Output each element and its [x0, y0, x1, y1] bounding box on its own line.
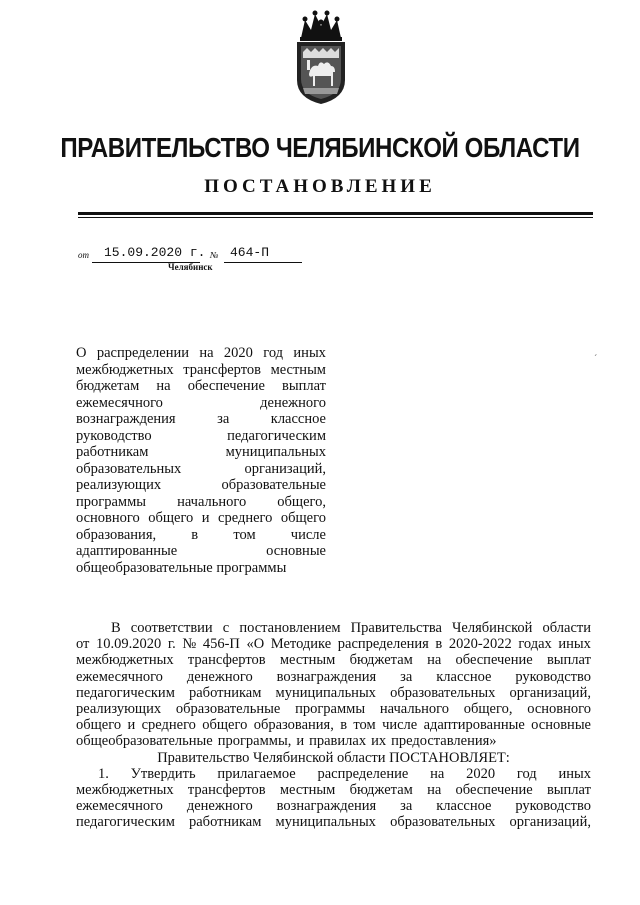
subject-word: организаций,: [244, 460, 326, 477]
body-word: Методике: [270, 636, 332, 653]
body-word: В: [111, 620, 121, 636]
body-word: 1.: [98, 765, 109, 782]
subject-word: адаптированные: [76, 543, 178, 559]
subject-line: [76, 461, 326, 478]
subject-word: педагогическим: [227, 427, 326, 444]
subject-word: ежемесячного: [76, 394, 163, 411]
body-line: [76, 766, 591, 782]
body-word: соответствии: [130, 620, 213, 636]
body-word: и: [127, 717, 136, 734]
subject-line: [76, 560, 326, 577]
body-word: 456-П: [202, 636, 240, 653]
body-word: ежемесячного: [76, 668, 163, 685]
body-word: общего: [76, 717, 122, 734]
subject-word: на: [199, 345, 214, 361]
body-word: классное: [436, 668, 492, 685]
subject-word: руководство: [76, 427, 152, 444]
document-date: 15.09.2020 г.: [104, 245, 206, 260]
subject-word: бюджетам: [76, 378, 140, 394]
body-word: за: [400, 668, 413, 685]
body-word: адаптированные: [423, 717, 525, 734]
body-word: предоставления»: [391, 733, 497, 750]
body-word: трансфертов: [187, 652, 266, 669]
subject-line: [76, 477, 326, 494]
body-word: в: [435, 636, 443, 653]
subject-word: О: [76, 345, 87, 361]
body-word: иных: [558, 636, 591, 653]
body-word: №: [182, 636, 197, 653]
subject-word: общего: [148, 510, 194, 526]
body-word: бюджетам: [349, 652, 413, 669]
subject-word: числе: [290, 526, 326, 543]
stray-mark: ´: [594, 354, 598, 365]
body-word: за: [400, 798, 413, 815]
body-word: постановлением: [239, 620, 341, 636]
subject-word: денежного: [260, 394, 326, 411]
subject-word: выплат: [282, 378, 326, 394]
body-word: денежного: [186, 798, 253, 815]
body-word: педагогическим: [76, 684, 175, 701]
body-word: организаций,: [509, 814, 591, 831]
body-word: Правительство Челябинской области ПОСТАНОВЛЯЕТ:: [157, 749, 510, 766]
subject-word: и: [201, 510, 210, 526]
body-word: работникам: [189, 684, 262, 701]
body-word: числе: [382, 717, 418, 734]
body-word: области: [542, 620, 591, 636]
body-word: и: [296, 733, 305, 750]
body-word: 10.09.2020: [96, 636, 162, 653]
body-word: в: [340, 717, 348, 734]
header-rule-thin: [78, 217, 593, 218]
body-word: общеобразовательные: [76, 733, 213, 750]
subject-word: общего,: [277, 493, 326, 510]
body-word: руководство: [515, 798, 591, 815]
body-word: классное: [436, 798, 492, 815]
body-word: иных: [558, 765, 591, 782]
body-word: работникам: [189, 814, 262, 831]
document-body: [76, 620, 591, 831]
body-word: местным: [279, 652, 336, 669]
body-word: на: [427, 782, 442, 799]
body-word: организаций,: [509, 684, 591, 701]
body-word: денежного: [186, 668, 253, 685]
body-word: ежемесячного: [76, 798, 163, 815]
subject-line: [76, 378, 326, 395]
body-word: среднего: [141, 717, 196, 734]
body-word: от: [76, 636, 90, 653]
subject-word: межбюджетных: [76, 361, 174, 378]
body-word: правилах: [309, 733, 367, 750]
document-number: 464-П: [230, 245, 270, 260]
document-type-title: ПОСТАНОВЛЕНИЕ: [204, 176, 436, 197]
body-line: [76, 814, 591, 830]
subject-word: образовательные: [221, 477, 326, 493]
document-subject: [76, 345, 326, 576]
body-line: [76, 620, 591, 636]
subject-word: на: [156, 378, 171, 394]
subject-word: распределении: [96, 345, 189, 361]
body-word: том: [353, 717, 376, 734]
body-word: начального: [379, 701, 450, 718]
subject-word: работникам: [76, 444, 149, 460]
body-line: [76, 798, 591, 814]
body-word: прилагаемое: [217, 765, 296, 782]
body-word: основные: [531, 717, 591, 734]
body-word: общего: [202, 717, 248, 734]
subject-word: в: [191, 526, 199, 543]
subject-word: муниципальных: [225, 444, 326, 460]
body-word: с: [222, 620, 230, 636]
body-line: [76, 750, 591, 766]
city-label: Челябинск: [168, 262, 213, 272]
body-word: на: [427, 652, 442, 669]
body-word: годах: [518, 636, 552, 653]
subject-word: общего: [280, 510, 326, 526]
subject-line: [76, 527, 326, 544]
subject-word: иных: [293, 345, 326, 361]
subject-word: общеобразовательные программы: [76, 559, 287, 576]
subject-line: [76, 494, 326, 511]
from-label: от: [78, 250, 89, 260]
organization-title: ПРАВИТЕЛЬСТВО ЧЕЛЯБИНСКОЙ ОБЛАСТИ: [60, 132, 580, 163]
subject-line: [76, 411, 326, 428]
subject-word: основные: [266, 543, 326, 559]
subject-line: [76, 510, 326, 527]
subject-line: [76, 428, 326, 445]
number-label: №: [210, 250, 219, 260]
body-word: образовательные: [175, 701, 281, 718]
subject-word: образования,: [76, 526, 157, 543]
body-word: обеспечение: [455, 782, 533, 799]
body-word: распределение: [317, 765, 409, 782]
subject-word: трансфертов: [183, 361, 261, 378]
body-word: «О: [246, 636, 265, 653]
body-line: [76, 636, 591, 652]
subject-word: начального: [177, 493, 247, 510]
body-line: [76, 717, 591, 733]
subject-word: том: [233, 526, 256, 543]
subject-line: [76, 395, 326, 412]
body-word: выплат: [546, 652, 591, 669]
body-word: Челябинской: [452, 620, 533, 636]
body-word: руководство: [515, 668, 591, 685]
subject-word: образовательных: [76, 460, 182, 477]
header-rule-thick: [78, 212, 593, 215]
body-word: общего,: [463, 701, 513, 718]
body-word: 2020-2022: [448, 636, 512, 653]
body-line: [76, 733, 591, 749]
subject-word: вознаграждения: [76, 411, 176, 427]
body-word: межбюджетных: [76, 652, 174, 669]
body-word: муниципальных: [275, 684, 376, 701]
body-word: программы: [295, 701, 366, 718]
subject-word: классное: [270, 411, 326, 427]
subject-word: реализующих: [76, 477, 162, 493]
body-word: вознаграждения: [276, 668, 377, 685]
subject-line: [76, 362, 326, 379]
body-word: образовательных: [390, 814, 496, 831]
subject-word: обеспечение: [187, 378, 265, 394]
body-word: программы,: [217, 733, 292, 750]
body-word: их: [371, 733, 387, 750]
subject-word: местным: [270, 361, 326, 378]
subject-word: среднего: [218, 510, 273, 526]
body-line: [76, 782, 591, 798]
subject-line: [76, 444, 326, 461]
body-word: год: [516, 765, 537, 782]
body-word: образования,: [253, 717, 334, 734]
body-line: [76, 669, 591, 685]
body-word: выплат: [546, 782, 591, 799]
body-word: бюджетам: [349, 782, 413, 799]
subject-word: программы: [76, 493, 146, 510]
coat-of-arms-icon: [291, 8, 351, 106]
body-line: [76, 652, 591, 668]
body-line: [76, 685, 591, 701]
body-word: педагогическим: [76, 814, 175, 831]
subject-line: [76, 543, 326, 560]
number-underline: [224, 262, 302, 263]
body-word: трансфертов: [187, 782, 266, 799]
subject-word: за: [217, 411, 230, 427]
body-word: 2020: [466, 765, 496, 782]
subject-word: год: [263, 345, 284, 361]
body-word: реализующих: [76, 701, 162, 718]
body-word: вознаграждения: [276, 798, 377, 815]
body-word: г.: [167, 636, 176, 653]
body-word: основного: [527, 701, 591, 718]
subject-line: [76, 345, 326, 362]
subject-word: 2020: [223, 345, 253, 361]
body-word: межбюджетных: [76, 782, 174, 799]
body-word: на: [430, 765, 445, 782]
body-word: муниципальных: [275, 814, 376, 831]
body-word: Утвердить: [130, 765, 196, 782]
body-word: обеспечение: [455, 652, 533, 669]
body-word: распределения: [337, 636, 429, 653]
body-word: образовательных: [390, 684, 496, 701]
body-word: Правительства: [350, 620, 442, 636]
subject-word: основного: [76, 510, 140, 526]
body-word: местным: [279, 782, 336, 799]
body-line: [76, 701, 591, 717]
